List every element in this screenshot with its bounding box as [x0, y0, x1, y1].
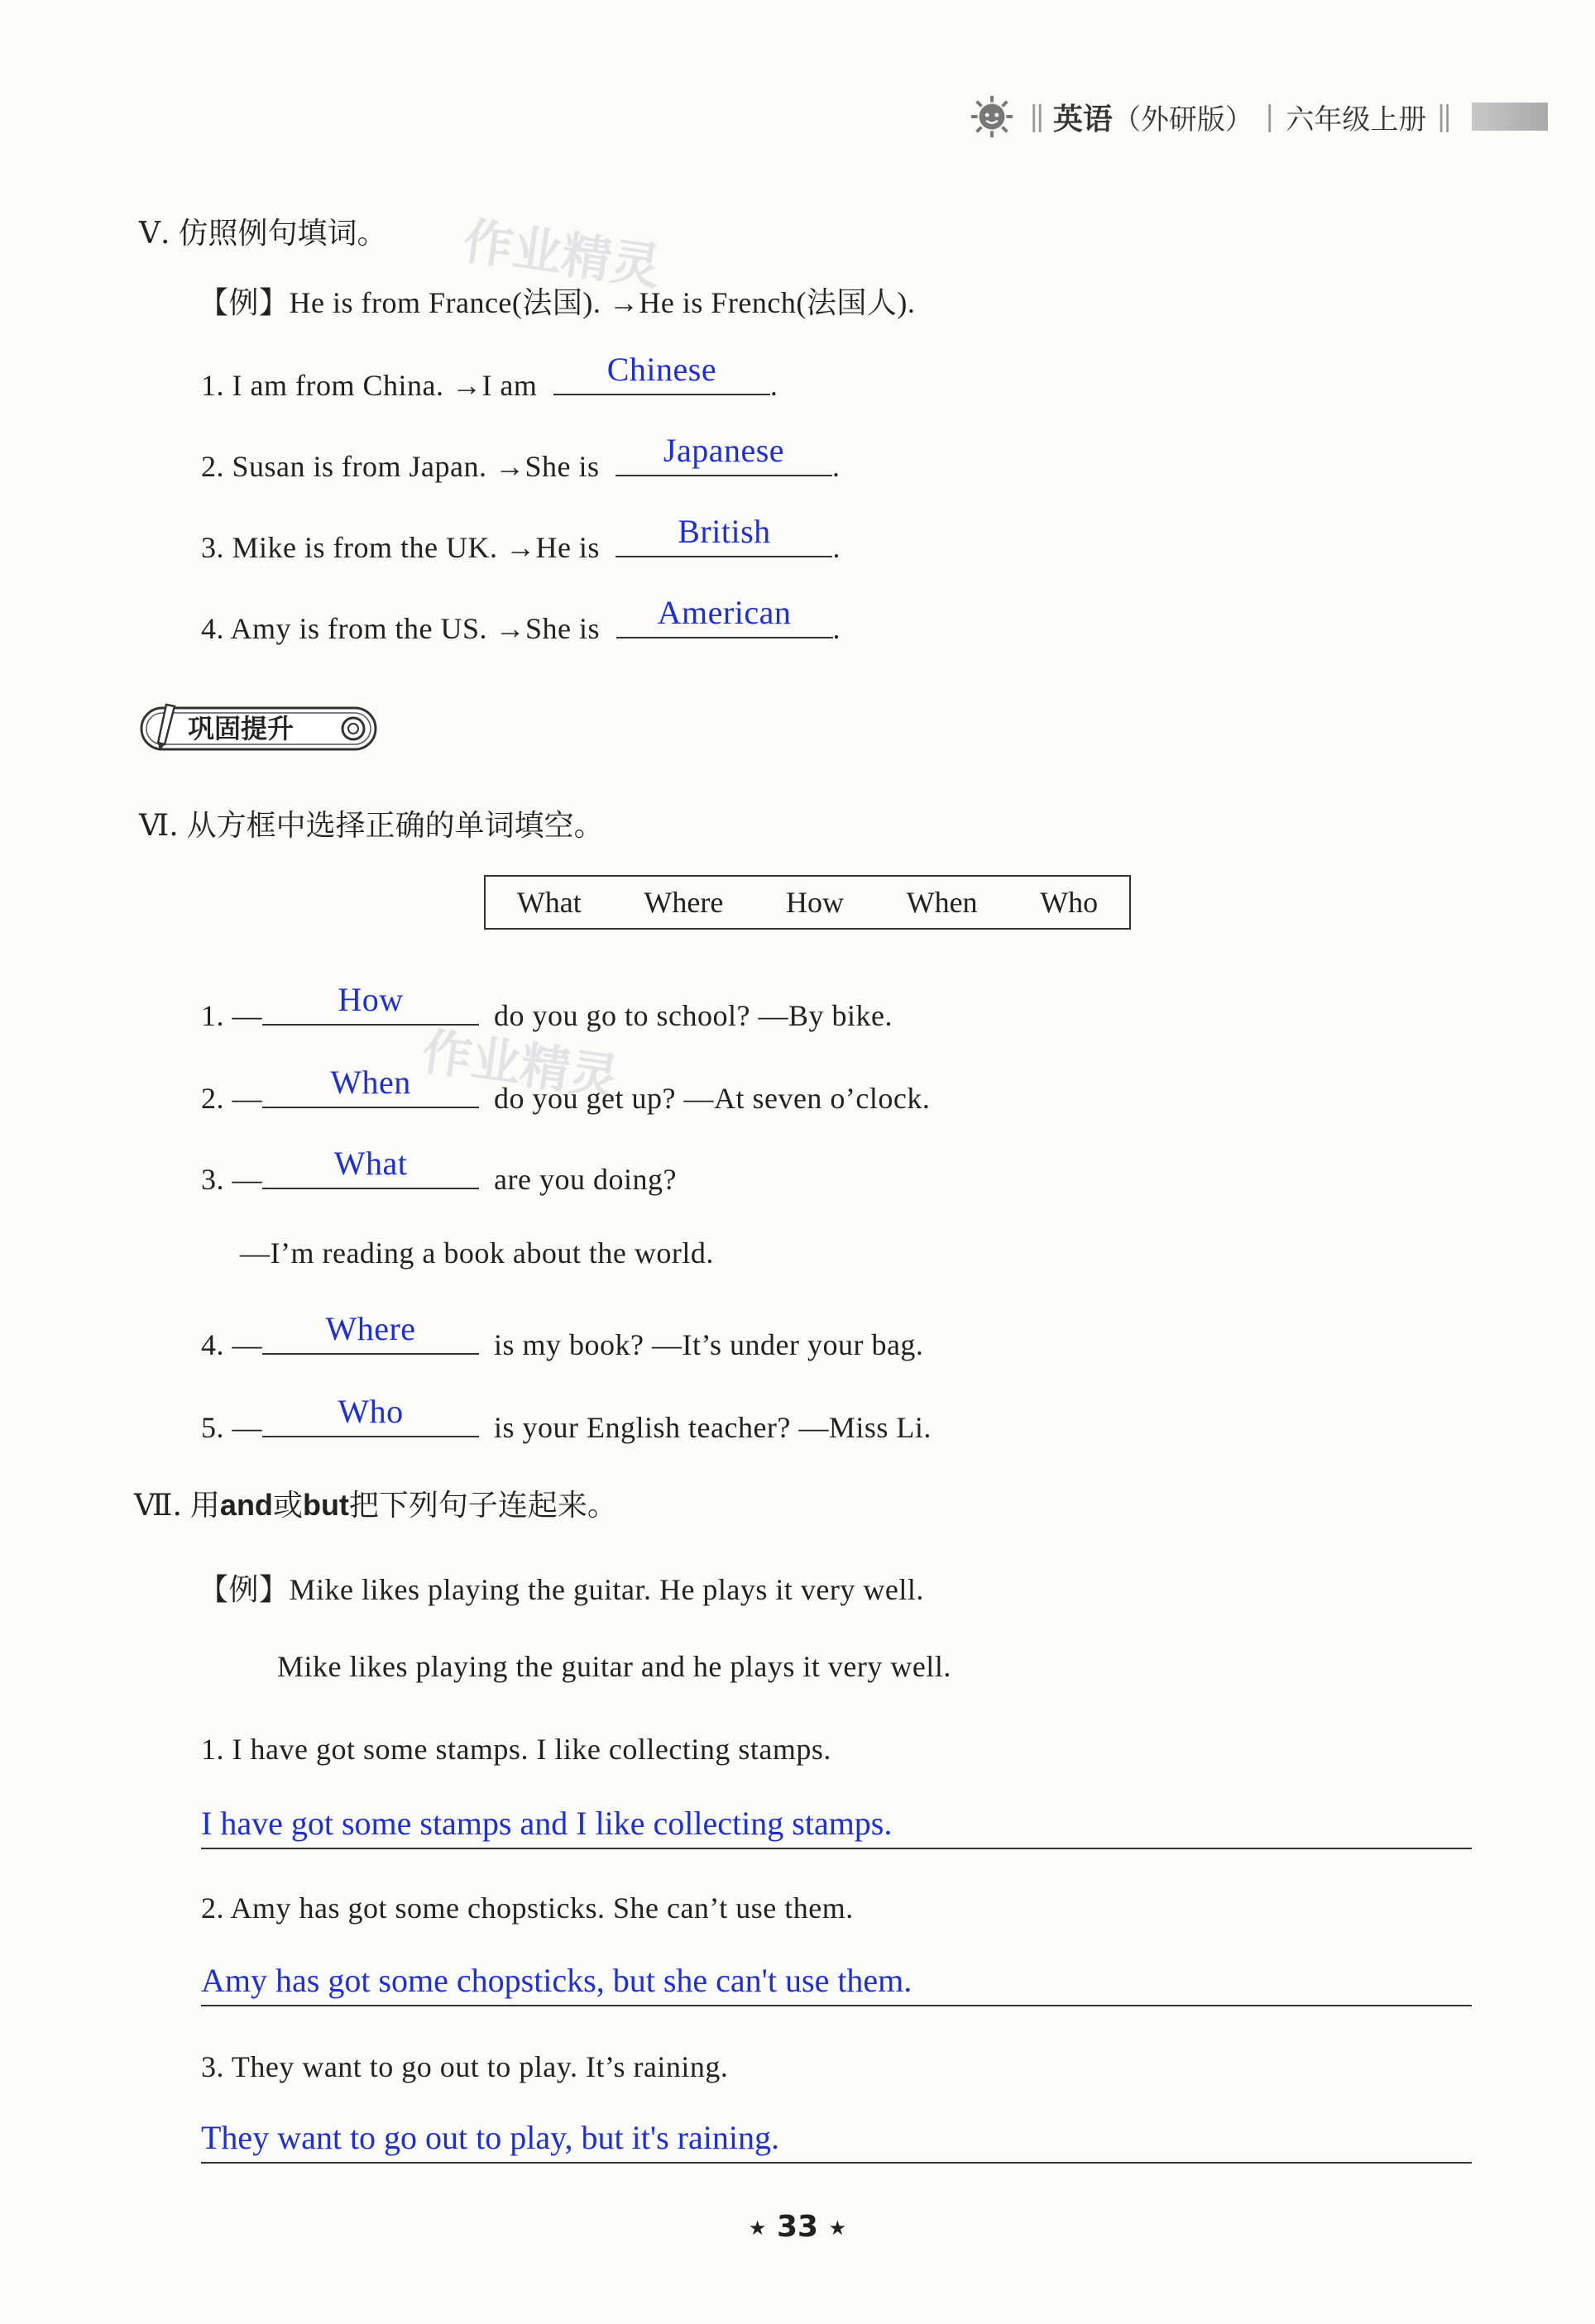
watermark: 作业精灵 [418, 1022, 624, 1108]
answer-blank[interactable] [262, 1310, 479, 1355]
word-option: What [516, 886, 582, 919]
page-header [968, 89, 1572, 144]
star-icon: ★ [748, 2216, 767, 2240]
handwritten-answer: What [333, 1145, 408, 1182]
handwritten-answer: Chinese [606, 351, 717, 388]
example-line [199, 1566, 924, 1609]
divider-bars: || [1029, 100, 1042, 133]
item-rest: are you doing? [494, 1163, 677, 1196]
fill-item: 2. Susan is from Japan. →She is Japanese . [201, 432, 841, 483]
item-rest: is your English teacher? —Miss Li. [494, 1411, 932, 1444]
handwritten-answer: I have got some stamps and I like collecting stamps. [201, 1805, 893, 1842]
fill-item: 4. Amy is from the US. →She is American . [201, 594, 841, 645]
answer-blank[interactable] [553, 351, 770, 395]
answer-blank[interactable] [262, 981, 479, 1026]
handwritten-answer: Where [325, 1310, 416, 1347]
title-part: 或 [272, 1489, 303, 1523]
answer-blank[interactable] [615, 432, 832, 476]
fill-item: 3. Mike is from the UK. →He is British . [201, 513, 841, 564]
fill-item [201, 981, 893, 1033]
section-5-title [139, 210, 386, 252]
title-keyword: and [219, 1488, 273, 1522]
section-number: Ⅴ. [139, 217, 170, 251]
handwritten-answer: British [678, 513, 771, 550]
answer-blank[interactable] [616, 594, 833, 638]
item-prompt: 3. Mike is from the UK. →He is [201, 531, 600, 564]
answer-line[interactable] [201, 1805, 1472, 1849]
answer-blank[interactable] [262, 1145, 479, 1189]
combine-item-prompt: 2. Amy has got some chopsticks. She can’t use them. [201, 1891, 854, 1925]
section-6-title [139, 802, 604, 844]
section-title-text: 仿照例句填词。 [178, 217, 387, 251]
header-subject: 英语 [1052, 102, 1113, 136]
title-part: 用 [189, 1489, 220, 1523]
header-edition: （外研版） [1112, 103, 1253, 136]
reply-line: —I’m reading a book about the world. [240, 1236, 714, 1270]
example-answer: Mike likes playing the guitar and he plays it very well. [277, 1650, 951, 1683]
item-number: 1. — [201, 999, 262, 1032]
handwritten-answer: When [330, 1064, 411, 1101]
section-title-text: 从方框中选择正确的单词填空。 [186, 809, 604, 843]
section-7-title [134, 1482, 617, 1524]
page-number-value: 33 [776, 2210, 819, 2244]
section-number: Ⅶ. [134, 1489, 182, 1523]
item-rest: is my book? —It’s under your bag. [494, 1328, 924, 1361]
handwritten-answer: How [338, 981, 404, 1018]
watermark: 作业精灵 [459, 212, 665, 298]
word-option: Where [644, 886, 724, 919]
item-rest: do you go to school? —By bike. [494, 999, 893, 1032]
example-question: Mike likes playing the guitar. He plays it very well. [289, 1573, 924, 1606]
combine-item-prompt: 3. They want to go out to play. It’s raining. [201, 2050, 729, 2083]
word-option: When [906, 886, 978, 919]
sun-mascot-icon [968, 93, 1016, 141]
consolidation-badge [137, 701, 381, 756]
answer-blank[interactable] [262, 1064, 479, 1108]
fill-item [201, 1145, 677, 1197]
answer-line[interactable] [201, 1962, 1472, 2006]
title-part: 把下列句子连起来。 [348, 1489, 617, 1523]
divider: | [1264, 100, 1275, 133]
handwritten-answer: Amy has got some chopsticks, but she can't use them. [201, 1962, 912, 1999]
item-number: 5. — [201, 1411, 262, 1444]
header-grade: 六年级上册 [1286, 103, 1427, 136]
fill-item [201, 1310, 924, 1362]
item-prompt: 4. Amy is from the US. →She is [201, 612, 601, 645]
handwritten-answer: Japanese [663, 432, 785, 469]
item-prompt: 2. Susan is from Japan. →She is [201, 450, 600, 483]
handwritten-answer: American [657, 594, 792, 631]
word-option: How [785, 886, 844, 919]
item-rest: do you get up? —At seven o’clock. [494, 1082, 931, 1115]
page-number [0, 2210, 1595, 2244]
handwritten-answer: Who [338, 1393, 404, 1430]
star-icon: ★ [828, 2216, 847, 2240]
answer-blank[interactable] [262, 1393, 479, 1437]
handwritten-answer: They want to go out to play, but it's raining. [201, 2119, 779, 2156]
header-grey-block [1472, 103, 1548, 131]
fill-item [201, 1393, 932, 1445]
badge-label: 巩固提升 [188, 713, 295, 744]
item-prompt: 1. I am from China. →I am [201, 369, 538, 402]
answer-line[interactable] [201, 2119, 1472, 2164]
example-line: 【例】He is from France(法国). →He is French(法国人). [199, 286, 916, 319]
fill-item: 1. I am from China. →I am Chinese . [201, 351, 778, 402]
item-number: 2. — [201, 1082, 262, 1115]
combine-item-prompt: 1. I have got some stamps. I like collecting stamps. [201, 1733, 831, 1766]
item-number: 4. — [201, 1328, 262, 1361]
item-number: 3. — [201, 1163, 262, 1196]
title-keyword: but [302, 1488, 349, 1522]
divider-bars: || [1436, 100, 1449, 133]
answer-blank[interactable] [615, 513, 832, 557]
section-number: Ⅵ. [139, 809, 179, 843]
example-label: 【例】 [199, 1573, 290, 1606]
word-option: Who [1040, 886, 1099, 919]
word-bank-box [484, 875, 1131, 930]
